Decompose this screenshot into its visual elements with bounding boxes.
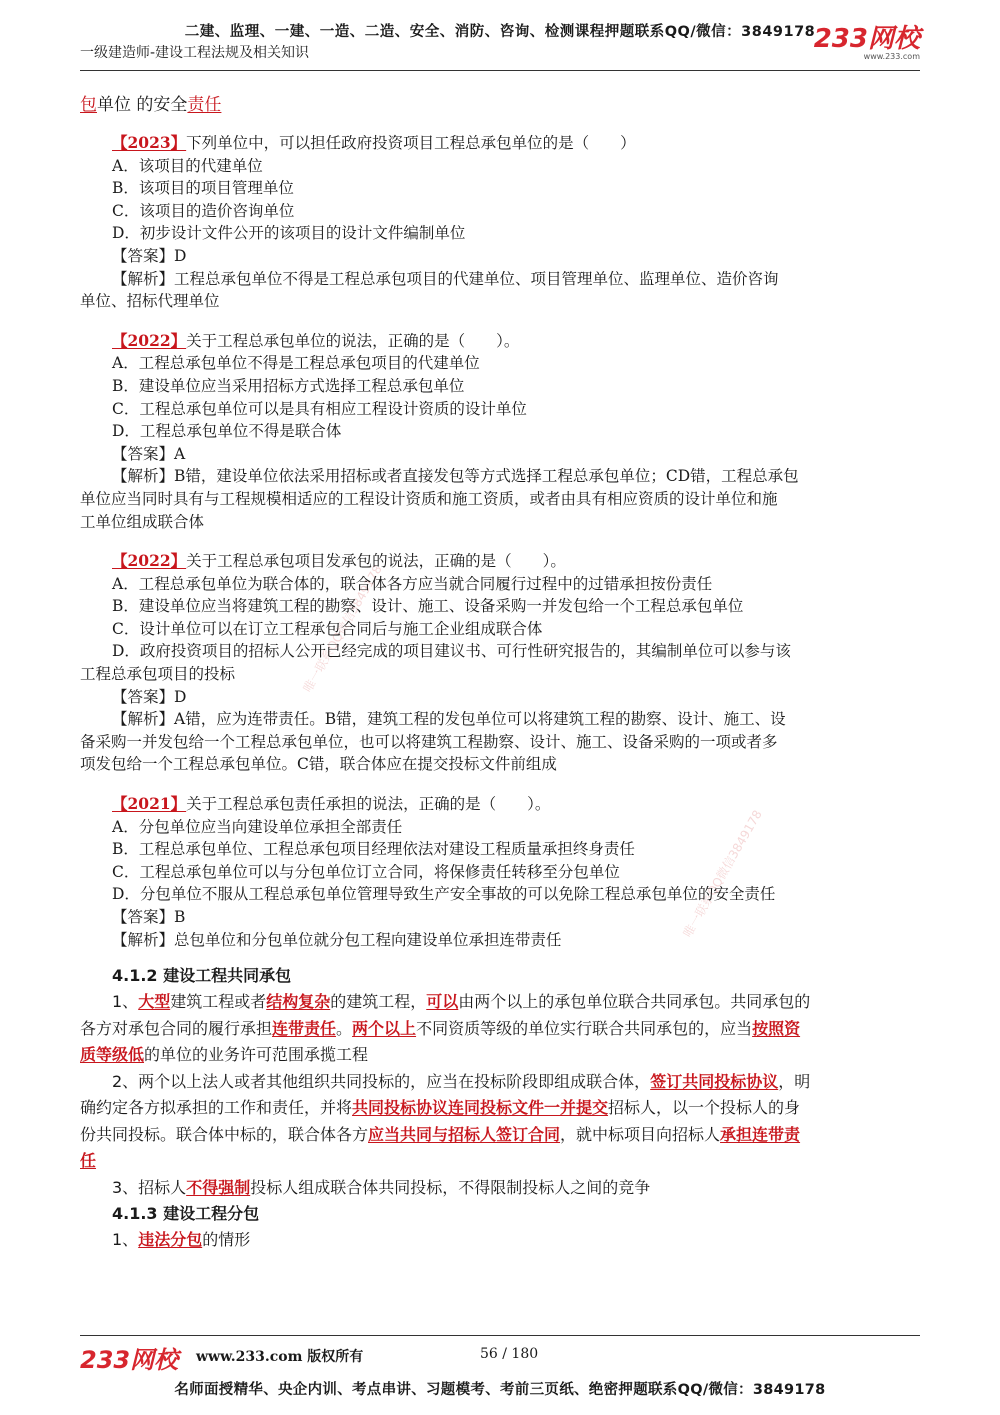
section-body (80, 989, 925, 1201)
text: 各方对承包合同的履行承担 (80, 1018, 273, 1038)
option: A．分包单位应当向建设单位承担全部责任 (112, 817, 403, 836)
header-logo (814, 26, 920, 61)
option: D．工程总承包单位不得是联合体 (112, 422, 342, 441)
para-line (80, 1095, 925, 1122)
highlight: 承担连带责 (720, 1124, 801, 1144)
answer: 【答案】A (112, 444, 186, 463)
text: 建筑工程或者 (170, 992, 267, 1012)
question-block (80, 793, 925, 951)
document-subtitle: 一级建造师-建设工程法规及相关知识 (80, 45, 310, 61)
option: C．设计单位可以在订立工程承包合同后与施工企业组成联合体 (112, 619, 543, 638)
highlight: 任 (80, 1151, 97, 1171)
question-block (80, 550, 925, 776)
option: D．政府投资项目的招标人公开已经完成的项目建议书、可行性研究报告的，其编制单位可以参与该 (112, 642, 791, 661)
page-number: 56 / 180 (480, 1346, 539, 1362)
question-stem (80, 330, 925, 353)
intro-line (80, 92, 925, 118)
highlight: 结构复杂 (266, 992, 331, 1012)
section-heading: 4.1.2 建设工程共同承包 (112, 966, 292, 986)
option: C．工程总承包单位可以与分包单位订立合同，将保修责任转移至分包单位 (112, 862, 620, 881)
text: 确约定各方拟承担的工作和责任，并将 (80, 1098, 353, 1118)
footer-copyright: www.233.com 版权所有 (196, 1349, 364, 1365)
question-block (80, 132, 925, 313)
year-tag: 【2022】 (112, 330, 187, 350)
logo-mark: 233网校 (813, 24, 920, 54)
stem-text: 关于工程总承包责任承担的说法，正确的是（ ）。 (186, 795, 551, 814)
para-line (80, 1227, 925, 1254)
question-stem (80, 793, 925, 816)
watermark: 唯一联系QQ微信3849178 (300, 562, 385, 695)
stem-text: 关于工程总承包项目发承包的说法，正确的是（ ）。 (186, 552, 566, 571)
year-tag: 【2022】 (112, 551, 187, 571)
option: B．该项目的项目管理单位 (112, 179, 294, 198)
highlight: 连带责任 (272, 1018, 337, 1038)
highlight: 责任 (187, 95, 222, 115)
page-content (80, 92, 925, 1254)
highlight: 应当共同与招标人签订合同 (368, 1124, 561, 1144)
option: D．分包单位不服从工程总承包单位管理导致生产安全事故的可以免除工程总承包单位的安全责任 (112, 885, 776, 904)
highlight: 不得强制 (186, 1177, 251, 1197)
para-line (80, 1122, 925, 1149)
question-block (80, 330, 925, 533)
option: B．工程总承包单位、工程总承包项目经理依法对建设工程质量承担终身责任 (112, 840, 635, 859)
analysis: 【解析】A错，应为连带责任。B错，建筑工程的发包单位可以将建筑工程的勘察、设计、施工、设 (112, 710, 786, 729)
text: 1、 (112, 1230, 139, 1250)
header-divider (80, 70, 920, 71)
text: ，就中标项目向招标人 (560, 1124, 721, 1144)
option: C．工程总承包单位可以是具有相应工程设计资质的设计单位 (112, 399, 527, 418)
year-tag: 【2023】 (112, 133, 187, 152)
highlight: 质等级低 (80, 1045, 145, 1065)
option: A．工程总承包单位为联合体的，联合体各方应当就合同履行过程中的过错承担按份责任 (112, 574, 713, 593)
year-tag: 【2021】 (112, 794, 187, 814)
analysis: 备采购一并发包给一个工程总承包单位，也可以将建筑工程勘察、设计、施工、设备采购的一项或者多 (80, 732, 778, 751)
text: 的建筑工程， (330, 992, 427, 1012)
highlight: 可以 (426, 992, 459, 1012)
section-heading: 4.1.3 建设工程分包 (112, 1204, 260, 1224)
footer-divider (80, 1335, 920, 1336)
para-line (80, 989, 925, 1016)
highlight: 两个以上 (352, 1018, 417, 1038)
highlight: 共同投标协议连同投标文件一并提交 (352, 1098, 609, 1118)
option: D．初步设计文件公开的该项目的设计文件编制单位 (112, 224, 466, 243)
text: 的情形 (202, 1230, 251, 1250)
analysis: 项发包给一个工程总承包单位。C错，联合体应在提交投标文件前组成 (80, 755, 557, 774)
analysis: 【解析】工程总承包单位不得是工程总承包项目的代建单位、项目管理单位、监理单位、造价咨询 (112, 269, 779, 288)
footer-promo-text: 名师面授精华、央企内训、考点串讲、习题模考、考前三页纸、绝密押题联系QQ/微信：3849178 (174, 1382, 826, 1398)
stem-text: 下列单位中，可以担任政府投资项目工程总承包单位的是（ ） (186, 134, 636, 152)
para-line (80, 1175, 925, 1202)
text: 1、 (112, 992, 139, 1012)
text: 的单位的业务许可范围承揽工程 (144, 1045, 369, 1065)
highlight: 大型 (138, 992, 171, 1012)
question-stem (80, 550, 925, 573)
answer: 【答案】D (112, 687, 187, 706)
option: B．建设单位应当将建筑工程的勘察、设计、施工、设备采购一并发包给一个工程总承包单位 (112, 597, 744, 616)
text: 招标人，以一个投标人的身 (608, 1098, 801, 1118)
option: 工程总承包项目的投标 (80, 665, 236, 684)
para-line (80, 1069, 925, 1096)
text: 单位 的安全 (97, 95, 188, 115)
analysis: 【解析】总包单位和分包单位就分包工程向建设单位承担连带责任 (112, 930, 562, 949)
highlight: 签订共同投标协议 (650, 1071, 779, 1091)
analysis: 工单位组成联合体 (80, 512, 205, 531)
question-stem (80, 132, 925, 155)
analysis: 【解析】B错，建设单位依法采用招标或者直接发包等方式选择工程总承包单位；CD错，工程总承包 (112, 467, 799, 486)
highlight: 违法分包 (138, 1230, 203, 1250)
text: 2、两个以上法人或者其他组织共同投标的，应当在投标阶段即组成联合体， (112, 1071, 651, 1091)
logo-url: www.233.com (863, 52, 920, 61)
para-line (80, 1016, 925, 1043)
analysis: 单位、招标代理单位 (80, 292, 220, 311)
text: 份共同投标。联合体中标的，联合体各方 (80, 1124, 369, 1144)
text: 。 (336, 1018, 353, 1038)
option: A．工程总承包单位不得是工程总承包项目的代建单位 (112, 354, 480, 373)
text: ，明 (778, 1071, 811, 1091)
option: C．该项目的造价咨询单位 (112, 201, 295, 220)
watermark: 唯一联系QQ微信3849178 (680, 807, 765, 940)
stem-text: 关于工程总承包单位的说法，正确的是（ ）。 (186, 331, 520, 350)
text: 投标人组成联合体共同投标，不得限制投标人之间的竞争 (250, 1177, 651, 1197)
highlight: 包 (80, 95, 97, 115)
text: 由两个以上的承包单位联合共同承包。共同承包的 (458, 992, 811, 1012)
para-line (80, 1148, 925, 1175)
para-line (80, 1042, 925, 1069)
option: B．建设单位应当采用招标方式选择工程总承包单位 (112, 376, 465, 395)
option: A．该项目的代建单位 (112, 156, 263, 175)
footer-logo: 233网校 (80, 1346, 179, 1374)
text: 3、招标人 (112, 1177, 187, 1197)
analysis: 单位应当同时具有与工程规模相适应的工程设计资质和施工资质，或者由具有相应资质的设计单位和施 (80, 489, 778, 508)
section-body (80, 1227, 925, 1254)
text: 不同资质等级的单位实行联合共同承包的，应当 (416, 1018, 753, 1038)
header-promo-text: 二建、监理、一建、一造、二造、安全、消防、咨询、检测课程押题联系QQ/微信：3849178 (184, 24, 816, 40)
answer: 【答案】D (112, 246, 187, 265)
answer: 【答案】B (112, 908, 186, 926)
highlight: 按照资 (752, 1018, 801, 1038)
